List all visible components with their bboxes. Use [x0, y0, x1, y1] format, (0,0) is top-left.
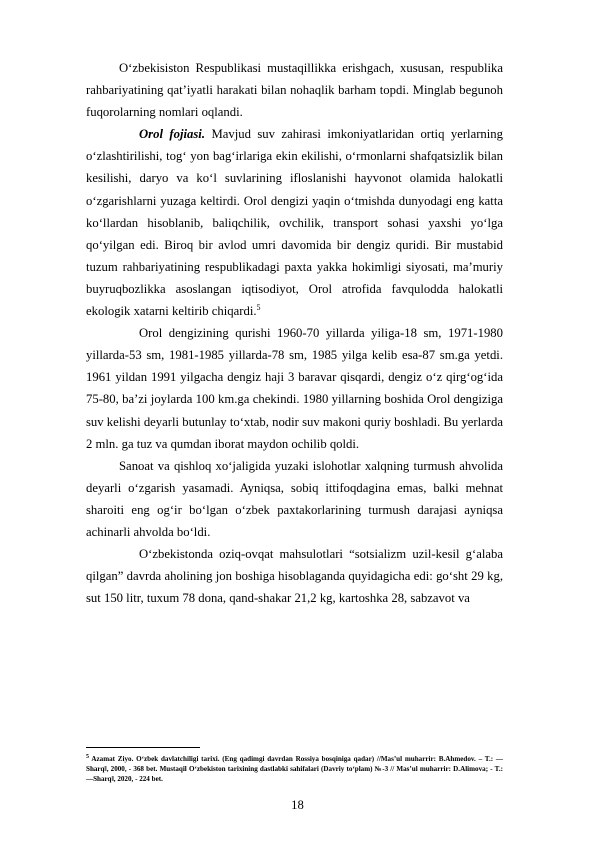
footnote-number: 5 — [86, 754, 89, 760]
paragraph-text: Sanoat va qishloq xo‘jaligida yuzaki islohotlar xalqning turmush ahvolida deyarli o‘zgarish yasamadi. Ayniqsa, sobiq ittifoqdagina emas, balki mehnat sharoiti eng og‘ir bo‘lgan o‘zbek paxtakorlarining turmush darajasi ayniqsa achinarli ahvolda bo‘ldi. — [86, 458, 503, 539]
paragraph-independence — [86, 57, 503, 123]
paragraph-text: Orol dengizining qurishi 1960-70 yillarda yiliga-18 sm, 1971-1980 yillarda-53 sm, 1981-1985 yillarda-78 sm, 1985 yilga kelib esa-87 sm.ga yetdi. 1961 yildan 1991 yilgacha dengiz haji 3 baravar qisqardi, dengiz o‘z qirg‘og‘ida 75-80, ba’zi joylarda 100 km.ga chekindi. 1980 yillarning boshida Orol dengiziga suv kelishi deyarli butunlay to‘xtab, nodir suv makoni quriy boshladi. Bu yerlarda 2 mln. ga tuz va qumdan iborat maydon ochilib qoldi. — [86, 326, 503, 451]
footnote-divider — [86, 747, 200, 748]
page-number: 18 — [291, 798, 304, 812]
paragraph-food-products — [86, 543, 503, 609]
paragraph-aral-tragedy — [86, 123, 503, 322]
paragraph-living-conditions — [86, 455, 503, 543]
paragraph-text: O‘zbekisiston Respublikasi mustaqillikka erishgach, xususan, respublika rahbariyatining qat’iyatli harakati bilan nohaqlik barham topdi. Minglab begunoh fuqorolarning nomlari oqlandi. — [86, 61, 503, 120]
footnote-reference[interactable]: 5 — [256, 303, 261, 313]
paragraph-text: Mavjud suv zahirasi imkoniyatlaridan ortiq yerlarning o‘zlashtirilishi, tog‘ yon bag‘irlariga ekin ekilishi, o‘rmonlarni shafqatsizlik bilan kesilishi, daryo va ko‘l suvlarining ifloslanishi hayvonot olamida halokatli o‘zgarishlarni yuzaga keltirdi. Orol dengizi yaqin o‘tmishda dunyodagi eng katta ko‘llardan hisoblanib, baliqchilik, ovchilik, transport sohasi yaxshi yo‘lga qo‘yilgan edi. Biroq bir avlod umri davomida bir dengiz quridi. Bir mustabid tuzum rahbariyatining respublikadagi paxta yakka hokimligi siyosati, ma’muriy buyruqbozlikka asoslangan iqtisodiyot, Orol atrofida favqulodda halokatli ekologik xatarni keltirib chiqardi. — [86, 127, 503, 319]
paragraph-text: O‘zbekistonda oziq-ovqat mahsulotlari “sotsializm uzil-kesil g‘alaba qilgan” davrda aholining jon boshiga hisoblaganda quyidagicha edi: go‘sht 29 kg, sut 150 litr, tuxum 78 dona, qand-shakar 21,2 kg, kartoshka 28, sabzavot va — [86, 547, 503, 606]
footnote-text: Azamat Ziyo. O‘zbek davlatchiligi tarixi. (Eng qadimgi davrdan Rossiya bosqiniga qadar) //Mas’ul muharrir: B.Ahmedov. – T.: ― Sharq‖, 2000, - 368 bet. Mustaqil O‘zbekiston tarixining dastlabki sahifalari (Davriy to‘plam) №-3 // Mas’ul muharrir: D.Alimova; - T.: ―Sharq‖, 2020, - 224 bet. — [86, 755, 503, 783]
paragraph-aral-shrinking — [86, 322, 503, 455]
main-text — [86, 57, 503, 609]
footnote — [86, 754, 503, 784]
section-heading: Orol fojiasi. — [139, 127, 206, 142]
